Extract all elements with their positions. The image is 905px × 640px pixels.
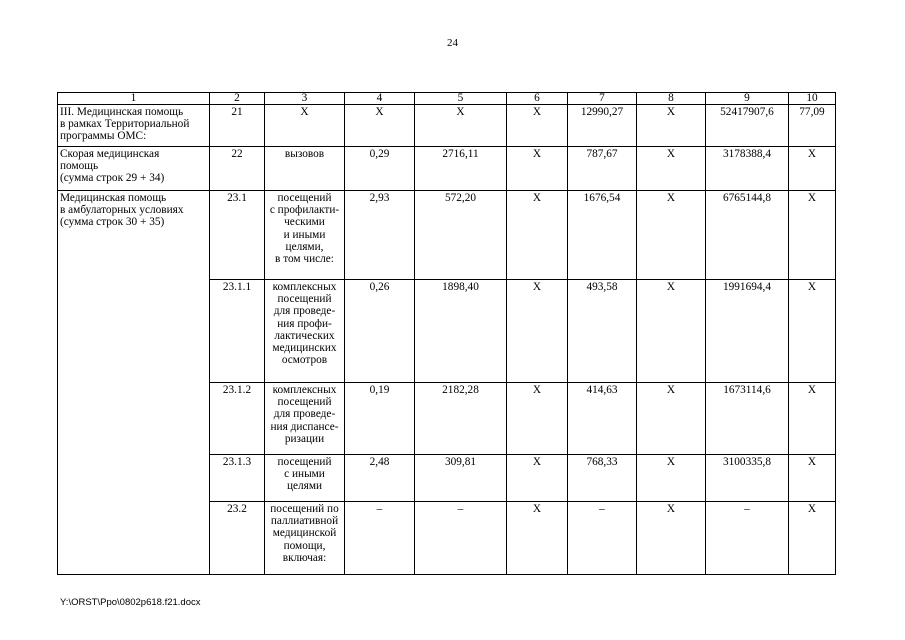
table-cell: 1676,54: [568, 191, 637, 280]
row-number: 23.2: [210, 502, 265, 575]
unit-cell: Х: [265, 105, 345, 147]
table-cell: 12990,27: [568, 105, 637, 147]
header-cell: 9: [706, 93, 789, 105]
row-number: 23.1: [210, 191, 265, 280]
table-header-row: [58, 93, 836, 105]
table-cell: 1673114,6: [706, 383, 789, 455]
table-cell: Х: [415, 105, 507, 147]
table-cell: 2182,28: [415, 383, 507, 455]
table-cell: Х: [789, 191, 836, 280]
table-cell: Х: [789, 383, 836, 455]
row-number: 22: [210, 147, 265, 191]
unit-cell: посещений с иными целями: [265, 455, 345, 502]
table-cell: 1991694,4: [706, 280, 789, 383]
header-cell: 2: [210, 93, 265, 105]
table-cell: –: [568, 502, 637, 575]
unit-cell: комплексных посещений для проведе- ния профи- лактических медицинских осмотров: [265, 280, 345, 383]
table-cell: 6765144,8: [706, 191, 789, 280]
table-cell: 2,93: [345, 191, 415, 280]
header-cell: 6: [507, 93, 568, 105]
table-cell: –: [706, 502, 789, 575]
header-cell: 4: [345, 93, 415, 105]
table-cell: 493,58: [568, 280, 637, 383]
table-cell: 3178388,4: [706, 147, 789, 191]
table-cell: Х: [507, 383, 568, 455]
table-cell: Х: [789, 455, 836, 502]
table-cell: 0,26: [345, 280, 415, 383]
table-cell: Х: [507, 455, 568, 502]
table-cell: 2716,11: [415, 147, 507, 191]
unit-cell: посещений с профилакти- ческими и иными целями, в том числе:: [265, 191, 345, 280]
header-cell: 3: [265, 93, 345, 105]
table-cell: 309,81: [415, 455, 507, 502]
table-cell: 52417907,6: [706, 105, 789, 147]
table-cell: Х: [637, 502, 706, 575]
table-cell: 77,09: [789, 105, 836, 147]
table-cell: Х: [637, 280, 706, 383]
table-cell: 2,48: [345, 455, 415, 502]
row-number: 21: [210, 105, 265, 147]
header-cell: 8: [637, 93, 706, 105]
table-cell: Х: [345, 105, 415, 147]
table-cell: 414,63: [568, 383, 637, 455]
row-title: III. Медицинская помощь в рамках Территориальной программы ОМС:: [58, 105, 210, 147]
header-cell: 7: [568, 93, 637, 105]
table-cell: Х: [507, 105, 568, 147]
table-row: [58, 147, 836, 191]
table-cell: 1898,40: [415, 280, 507, 383]
table-row: [58, 191, 836, 280]
table-cell: Х: [637, 105, 706, 147]
unit-cell: посещений по паллиативной медицинской помощи, включая:: [265, 502, 345, 575]
data-table: [57, 92, 836, 575]
row-title: Медицинская помощь в амбулаторных условиях (сумма строк 30 + 35): [58, 191, 210, 575]
unit-cell: вызовов: [265, 147, 345, 191]
row-number: 23.1.2: [210, 383, 265, 455]
row-number: 23.1.1: [210, 280, 265, 383]
table-cell: Х: [637, 455, 706, 502]
table-cell: –: [345, 502, 415, 575]
row-number: 23.1.3: [210, 455, 265, 502]
table-cell: Х: [637, 147, 706, 191]
table-cell: 0,19: [345, 383, 415, 455]
table-cell: Х: [507, 191, 568, 280]
table-cell: Х: [507, 147, 568, 191]
header-cell: 10: [789, 93, 836, 105]
table-cell: 0,29: [345, 147, 415, 191]
header-cell: 5: [415, 93, 507, 105]
table-row: [58, 105, 836, 147]
table-cell: Х: [507, 502, 568, 575]
table-cell: 787,67: [568, 147, 637, 191]
table-cell: 3100335,8: [706, 455, 789, 502]
table-cell: Х: [637, 383, 706, 455]
file-path-footer: Y:\ORST\Ppo\0802p618.f21.docx: [60, 597, 201, 608]
table-cell: Х: [789, 280, 836, 383]
page-number: 24: [447, 37, 458, 49]
table-cell: Х: [507, 280, 568, 383]
header-cell: 1: [58, 93, 210, 105]
table-cell: Х: [789, 147, 836, 191]
unit-cell: комплексных посещений для проведе- ния диспансе- ризации: [265, 383, 345, 455]
table-cell: 768,33: [568, 455, 637, 502]
table-cell: 572,20: [415, 191, 507, 280]
table-cell: Х: [637, 191, 706, 280]
row-title: Скорая медицинская помощь (сумма строк 29 + 34): [58, 147, 210, 191]
table-cell: –: [415, 502, 507, 575]
table-cell: Х: [789, 502, 836, 575]
